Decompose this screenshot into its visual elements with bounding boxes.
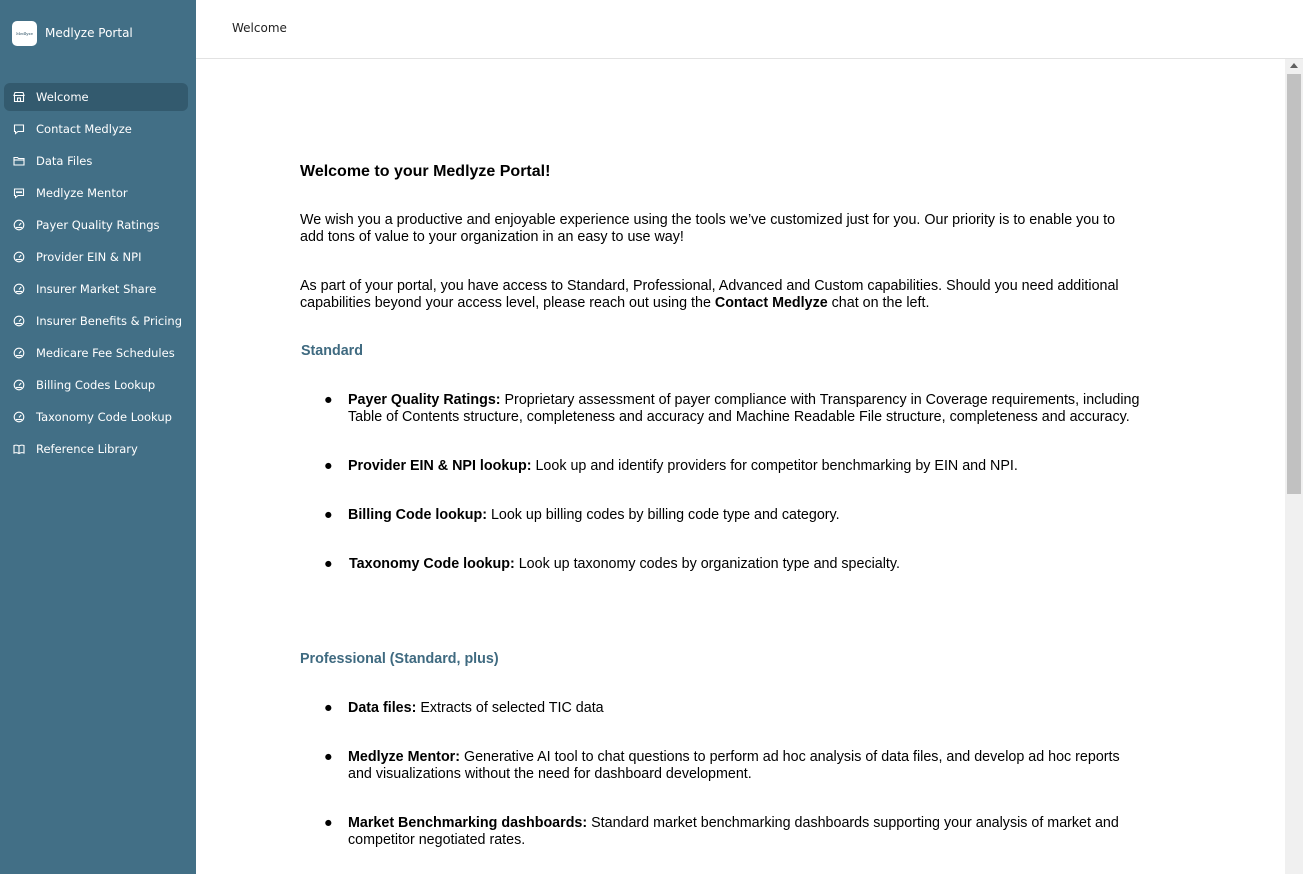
sidebar-item-provider-ein-npi[interactable]: [4, 243, 188, 271]
bullet-icon: ●: [324, 749, 333, 765]
feature-term: Provider EIN & NPI lookup:: [348, 458, 532, 474]
feature-description: Standard market benchmarking dashboards supporting your analysis of market and: [587, 815, 1119, 831]
sidebar-item-medicare-fee-schedules[interactable]: [4, 339, 188, 367]
list-item: [300, 556, 1170, 573]
feature-description: Look up billing codes by billing code type and category.: [486, 507, 840, 523]
book-icon: [12, 443, 25, 456]
list-item: [300, 392, 1170, 426]
vertical-scrollbar[interactable]: [1285, 59, 1303, 874]
access-line: [300, 295, 1170, 312]
bullet-icon: ●: [324, 507, 333, 523]
scrollbar-thumb[interactable]: [1287, 74, 1301, 494]
standard-feature-list: [300, 392, 1170, 573]
sidebar-item-label: Data Files: [36, 154, 93, 168]
medlyze-logo: [12, 21, 37, 46]
feature-description: Look up taxonomy codes by organization type and specialty.: [514, 556, 900, 572]
welcome-content: [300, 163, 1170, 849]
sidebar-item-label: Billing Codes Lookup: [36, 378, 156, 392]
bullet-icon: ●: [324, 815, 333, 831]
feature-term: Taxonomy Code lookup:: [349, 556, 515, 572]
sidebar-item-label: Reference Library: [36, 442, 138, 456]
top-bar: [196, 0, 1303, 59]
sidebar-item-billing-codes-lookup[interactable]: [4, 371, 188, 399]
intro-line: We wish you a productive and enjoyable experience using the tools we’ve customized just for you. Our priority is to enable you to: [300, 212, 1116, 228]
sidebar-item-insurer-market-share[interactable]: [4, 275, 188, 303]
gauge-icon: [12, 219, 25, 232]
list-item: [300, 458, 1170, 475]
brand-name: Medlyze Portal: [45, 26, 133, 40]
sidebar-item-label: Insurer Benefits & Pricing: [36, 314, 183, 328]
feature-term: Market Benchmarking dashboards:: [348, 815, 588, 831]
sidebar-item-label: Contact Medlyze: [36, 122, 132, 136]
gauge-icon: [12, 411, 25, 424]
access-text: capabilities beyond your access level, please reach out using the: [300, 295, 715, 311]
feature-description: and visualizations without the need for dashboard development.: [348, 766, 752, 782]
feature-description: competitor negotiated rates.: [348, 832, 526, 848]
sidebar-item-label: Insurer Market Share: [36, 282, 157, 296]
welcome-heading: Welcome to your Medlyze Portal!: [300, 163, 551, 180]
professional-feature-list: [300, 700, 1170, 849]
gauge-icon: [12, 251, 25, 264]
professional-section-title: Professional (Standard, plus): [300, 651, 499, 667]
list-item: [300, 507, 1170, 524]
sidebar-item-taxonomy-code-lookup[interactable]: [4, 403, 188, 431]
feature-description: Proprietary assessment of payer compliance with Transparency in Coverage requirements, including: [500, 392, 1140, 408]
gauge-icon: [12, 315, 25, 328]
page-title: Welcome: [232, 21, 287, 35]
access-line: As part of your portal, you have access to Standard, Professional, Advanced and Custom capabilities. Should you need additional: [300, 278, 1119, 294]
sidebar: [0, 0, 196, 874]
sidebar-item-welcome[interactable]: [4, 83, 188, 111]
sidebar-item-label: Medlyze Mentor: [36, 186, 128, 200]
bullet-icon: ●: [324, 700, 333, 716]
feature-description: Extracts of selected TIC data: [416, 700, 604, 716]
sidebar-item-label: Welcome: [36, 90, 89, 104]
sidebar-item-insurer-benefits-pricing[interactable]: [4, 307, 188, 335]
chat-icon: [12, 123, 25, 136]
gauge-icon: [12, 347, 25, 360]
access-paragraph: [300, 278, 1170, 312]
folder-icon: [12, 155, 25, 168]
standard-section-title: Standard: [301, 343, 363, 359]
list-item: [300, 700, 1170, 717]
sidebar-item-payer-quality-ratings[interactable]: [4, 211, 188, 239]
sidebar-item-label: Provider EIN & NPI: [36, 250, 142, 264]
list-item: [300, 815, 1170, 849]
sidebar-item-label: Taxonomy Code Lookup: [36, 410, 172, 424]
main-content: [196, 59, 1284, 874]
sidebar-item-data-files[interactable]: [4, 147, 188, 175]
feature-description: Generative AI tool to chat questions to perform ad hoc analysis of data files, and develop ad hoc reports: [460, 749, 1120, 765]
logo-text: Medlyze: [15, 30, 34, 36]
sidebar-item-label: Payer Quality Ratings: [36, 218, 160, 232]
bullet-icon: ●: [324, 392, 333, 408]
feature-term: Medlyze Mentor:: [348, 749, 461, 765]
feature-term: Data files:: [348, 700, 417, 716]
brand[interactable]: [12, 20, 133, 46]
feature-description: Table of Contents structure, completeness and accuracy and Machine Readable File structure, completeness and accuracy.: [348, 409, 1130, 425]
feature-description: Look up and identify providers for competitor benchmarking by EIN and NPI.: [531, 458, 1018, 474]
message-dots-icon: [12, 187, 25, 200]
gauge-icon: [12, 379, 25, 392]
access-text: chat on the left.: [827, 295, 930, 311]
sidebar-item-medlyze-mentor[interactable]: [4, 179, 188, 207]
gauge-icon: [12, 283, 25, 296]
sidebar-item-reference-library[interactable]: [4, 435, 188, 463]
feature-term: Payer Quality Ratings:: [348, 392, 501, 408]
sidebar-item-label: Medicare Fee Schedules: [36, 346, 175, 360]
bullet-icon: ●: [324, 458, 333, 474]
sidebar-nav: [4, 83, 188, 467]
list-item: [300, 749, 1170, 783]
intro-paragraph: [300, 212, 1170, 246]
contact-medlyze-reference: Contact Medlyze: [714, 295, 828, 311]
sidebar-item-contact-medlyze[interactable]: [4, 115, 188, 143]
feature-term: Billing Code lookup:: [348, 507, 487, 523]
bullet-icon: ●: [324, 556, 333, 572]
scroll-up-arrow-icon[interactable]: [1290, 63, 1298, 68]
store-icon: [12, 91, 25, 104]
intro-line: add tons of value to your organization in an easy to use way!: [300, 229, 684, 245]
